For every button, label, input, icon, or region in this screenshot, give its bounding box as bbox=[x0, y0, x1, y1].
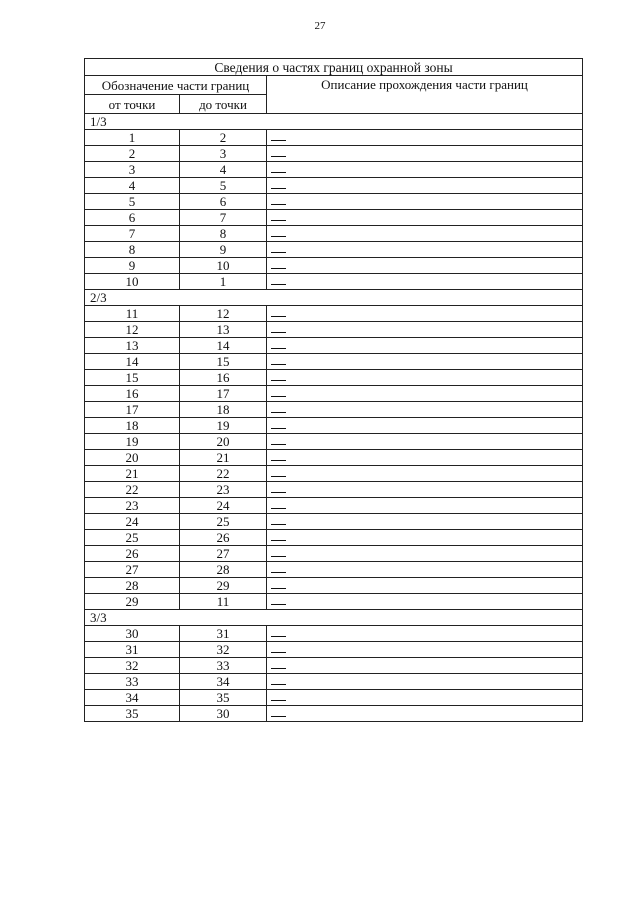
from-point-cell: 5 bbox=[85, 194, 180, 210]
from-point-cell: 14 bbox=[85, 354, 180, 370]
description-cell bbox=[267, 146, 583, 162]
to-point-cell: 1 bbox=[180, 274, 267, 290]
table-body bbox=[85, 114, 583, 722]
from-point-cell: 11 bbox=[85, 306, 180, 322]
description-cell bbox=[267, 306, 583, 322]
dash-icon bbox=[271, 652, 286, 653]
from-point-cell: 26 bbox=[85, 546, 180, 562]
table-row bbox=[85, 706, 583, 722]
table-row bbox=[85, 674, 583, 690]
to-point-cell: 18 bbox=[180, 402, 267, 418]
dash-icon bbox=[271, 172, 286, 173]
dash-icon bbox=[271, 700, 286, 701]
dash-icon bbox=[271, 428, 286, 429]
table-row bbox=[85, 498, 583, 514]
section-label: 1/3 bbox=[85, 114, 583, 130]
dash-icon bbox=[271, 684, 286, 685]
to-point-cell: 19 bbox=[180, 418, 267, 434]
to-point-cell: 32 bbox=[180, 642, 267, 658]
to-point-cell: 24 bbox=[180, 498, 267, 514]
dash-icon bbox=[271, 204, 286, 205]
to-point-cell: 3 bbox=[180, 146, 267, 162]
to-point-cell: 2 bbox=[180, 130, 267, 146]
description-cell bbox=[267, 434, 583, 450]
dash-icon bbox=[271, 140, 286, 141]
description-cell bbox=[267, 594, 583, 610]
from-point-cell: 19 bbox=[85, 434, 180, 450]
dash-icon bbox=[271, 268, 286, 269]
table-title-row bbox=[85, 59, 583, 76]
to-point-cell: 13 bbox=[180, 322, 267, 338]
to-point-cell: 29 bbox=[180, 578, 267, 594]
description-cell bbox=[267, 402, 583, 418]
dash-icon bbox=[271, 396, 286, 397]
description-cell bbox=[267, 226, 583, 242]
column-header-to: до точки bbox=[180, 95, 267, 114]
from-point-cell: 29 bbox=[85, 594, 180, 610]
table-row bbox=[85, 162, 583, 178]
dash-icon bbox=[271, 284, 286, 285]
dash-icon bbox=[271, 444, 286, 445]
dash-icon bbox=[271, 524, 286, 525]
description-cell bbox=[267, 706, 583, 722]
table-row bbox=[85, 466, 583, 482]
table-row bbox=[85, 530, 583, 546]
table-row bbox=[85, 194, 583, 210]
column-header-description: Описание прохождения части границ bbox=[267, 76, 583, 114]
description-cell bbox=[267, 482, 583, 498]
description-cell bbox=[267, 562, 583, 578]
to-point-cell: 21 bbox=[180, 450, 267, 466]
to-point-cell: 7 bbox=[180, 210, 267, 226]
dash-icon bbox=[271, 588, 286, 589]
from-point-cell: 22 bbox=[85, 482, 180, 498]
description-cell bbox=[267, 418, 583, 434]
table-row bbox=[85, 274, 583, 290]
from-point-cell: 15 bbox=[85, 370, 180, 386]
table-row bbox=[85, 514, 583, 530]
from-point-cell: 28 bbox=[85, 578, 180, 594]
table-row bbox=[85, 562, 583, 578]
description-cell bbox=[267, 642, 583, 658]
table-row bbox=[85, 242, 583, 258]
table-row bbox=[85, 338, 583, 354]
table-row bbox=[85, 322, 583, 338]
from-point-cell: 24 bbox=[85, 514, 180, 530]
to-point-cell: 31 bbox=[180, 626, 267, 642]
from-point-cell: 34 bbox=[85, 690, 180, 706]
dash-icon bbox=[271, 572, 286, 573]
from-point-cell: 12 bbox=[85, 322, 180, 338]
description-cell bbox=[267, 178, 583, 194]
table-row bbox=[85, 594, 583, 610]
to-point-cell: 4 bbox=[180, 162, 267, 178]
description-cell bbox=[267, 514, 583, 530]
dash-icon bbox=[271, 556, 286, 557]
dash-icon bbox=[271, 604, 286, 605]
from-point-cell: 30 bbox=[85, 626, 180, 642]
description-cell bbox=[267, 498, 583, 514]
table-row bbox=[85, 130, 583, 146]
table-row bbox=[85, 386, 583, 402]
description-cell bbox=[267, 242, 583, 258]
table-row bbox=[85, 642, 583, 658]
from-point-cell: 9 bbox=[85, 258, 180, 274]
table-row bbox=[85, 626, 583, 642]
from-point-cell: 8 bbox=[85, 242, 180, 258]
to-point-cell: 6 bbox=[180, 194, 267, 210]
description-cell bbox=[267, 322, 583, 338]
from-point-cell: 16 bbox=[85, 386, 180, 402]
page-number: 27 bbox=[314, 20, 326, 32]
to-point-cell: 14 bbox=[180, 338, 267, 354]
dash-icon bbox=[271, 316, 286, 317]
dash-icon bbox=[271, 492, 286, 493]
to-point-cell: 11 bbox=[180, 594, 267, 610]
column-header-from: от точки bbox=[85, 95, 180, 114]
table-row bbox=[85, 306, 583, 322]
description-cell bbox=[267, 354, 583, 370]
description-cell bbox=[267, 466, 583, 482]
to-point-cell: 20 bbox=[180, 434, 267, 450]
dash-icon bbox=[271, 380, 286, 381]
dash-icon bbox=[271, 476, 286, 477]
dash-icon bbox=[271, 636, 286, 637]
to-point-cell: 5 bbox=[180, 178, 267, 194]
table-row bbox=[85, 418, 583, 434]
description-cell bbox=[267, 210, 583, 226]
table-row bbox=[85, 370, 583, 386]
description-cell bbox=[267, 546, 583, 562]
dash-icon bbox=[271, 348, 286, 349]
description-cell bbox=[267, 658, 583, 674]
description-cell bbox=[267, 386, 583, 402]
description-cell bbox=[267, 578, 583, 594]
description-cell bbox=[267, 258, 583, 274]
table-row bbox=[85, 578, 583, 594]
to-point-cell: 26 bbox=[180, 530, 267, 546]
to-point-cell: 22 bbox=[180, 466, 267, 482]
to-point-cell: 12 bbox=[180, 306, 267, 322]
from-point-cell: 33 bbox=[85, 674, 180, 690]
description-cell bbox=[267, 674, 583, 690]
table-row bbox=[85, 226, 583, 242]
from-point-cell: 6 bbox=[85, 210, 180, 226]
to-point-cell: 28 bbox=[180, 562, 267, 578]
dash-icon bbox=[271, 156, 286, 157]
from-point-cell: 25 bbox=[85, 530, 180, 546]
dash-icon bbox=[271, 668, 286, 669]
table-row bbox=[85, 434, 583, 450]
to-point-cell: 33 bbox=[180, 658, 267, 674]
table-row bbox=[85, 178, 583, 194]
table-row bbox=[85, 258, 583, 274]
table-row bbox=[85, 450, 583, 466]
from-point-cell: 20 bbox=[85, 450, 180, 466]
description-cell bbox=[267, 162, 583, 178]
description-cell bbox=[267, 690, 583, 706]
section-row bbox=[85, 610, 583, 626]
description-cell bbox=[267, 530, 583, 546]
description-cell bbox=[267, 194, 583, 210]
from-point-cell: 13 bbox=[85, 338, 180, 354]
boundary-parts-table bbox=[84, 58, 583, 722]
from-point-cell: 3 bbox=[85, 162, 180, 178]
to-point-cell: 8 bbox=[180, 226, 267, 242]
to-point-cell: 25 bbox=[180, 514, 267, 530]
description-cell bbox=[267, 370, 583, 386]
from-point-cell: 7 bbox=[85, 226, 180, 242]
from-point-cell: 35 bbox=[85, 706, 180, 722]
from-point-cell: 17 bbox=[85, 402, 180, 418]
from-point-cell: 18 bbox=[85, 418, 180, 434]
table-row bbox=[85, 146, 583, 162]
to-point-cell: 16 bbox=[180, 370, 267, 386]
dash-icon bbox=[271, 252, 286, 253]
dash-icon bbox=[271, 412, 286, 413]
description-cell bbox=[267, 274, 583, 290]
table-title: Сведения о частях границ охранной зоны bbox=[85, 59, 583, 76]
table-row bbox=[85, 658, 583, 674]
to-point-cell: 35 bbox=[180, 690, 267, 706]
table-row bbox=[85, 690, 583, 706]
table-row bbox=[85, 402, 583, 418]
description-cell bbox=[267, 130, 583, 146]
from-point-cell: 23 bbox=[85, 498, 180, 514]
from-point-cell: 10 bbox=[85, 274, 180, 290]
dash-icon bbox=[271, 332, 286, 333]
section-row bbox=[85, 114, 583, 130]
table-row bbox=[85, 354, 583, 370]
table-row bbox=[85, 546, 583, 562]
to-point-cell: 10 bbox=[180, 258, 267, 274]
from-point-cell: 32 bbox=[85, 658, 180, 674]
table-row bbox=[85, 482, 583, 498]
dash-icon bbox=[271, 460, 286, 461]
dash-icon bbox=[271, 220, 286, 221]
to-point-cell: 30 bbox=[180, 706, 267, 722]
dash-icon bbox=[271, 508, 286, 509]
to-point-cell: 34 bbox=[180, 674, 267, 690]
from-point-cell: 4 bbox=[85, 178, 180, 194]
column-group-header: Обозначение части границ bbox=[85, 76, 267, 95]
to-point-cell: 17 bbox=[180, 386, 267, 402]
section-label: 3/3 bbox=[85, 610, 583, 626]
table-row bbox=[85, 210, 583, 226]
from-point-cell: 2 bbox=[85, 146, 180, 162]
from-point-cell: 27 bbox=[85, 562, 180, 578]
dash-icon bbox=[271, 716, 286, 717]
to-point-cell: 15 bbox=[180, 354, 267, 370]
section-label: 2/3 bbox=[85, 290, 583, 306]
dash-icon bbox=[271, 188, 286, 189]
description-cell bbox=[267, 450, 583, 466]
to-point-cell: 27 bbox=[180, 546, 267, 562]
description-cell bbox=[267, 626, 583, 642]
table-group-header-row bbox=[85, 76, 583, 95]
section-row bbox=[85, 290, 583, 306]
dash-icon bbox=[271, 236, 286, 237]
description-cell bbox=[267, 338, 583, 354]
dash-icon bbox=[271, 364, 286, 365]
dash-icon bbox=[271, 540, 286, 541]
to-point-cell: 23 bbox=[180, 482, 267, 498]
from-point-cell: 1 bbox=[85, 130, 180, 146]
from-point-cell: 31 bbox=[85, 642, 180, 658]
from-point-cell: 21 bbox=[85, 466, 180, 482]
to-point-cell: 9 bbox=[180, 242, 267, 258]
